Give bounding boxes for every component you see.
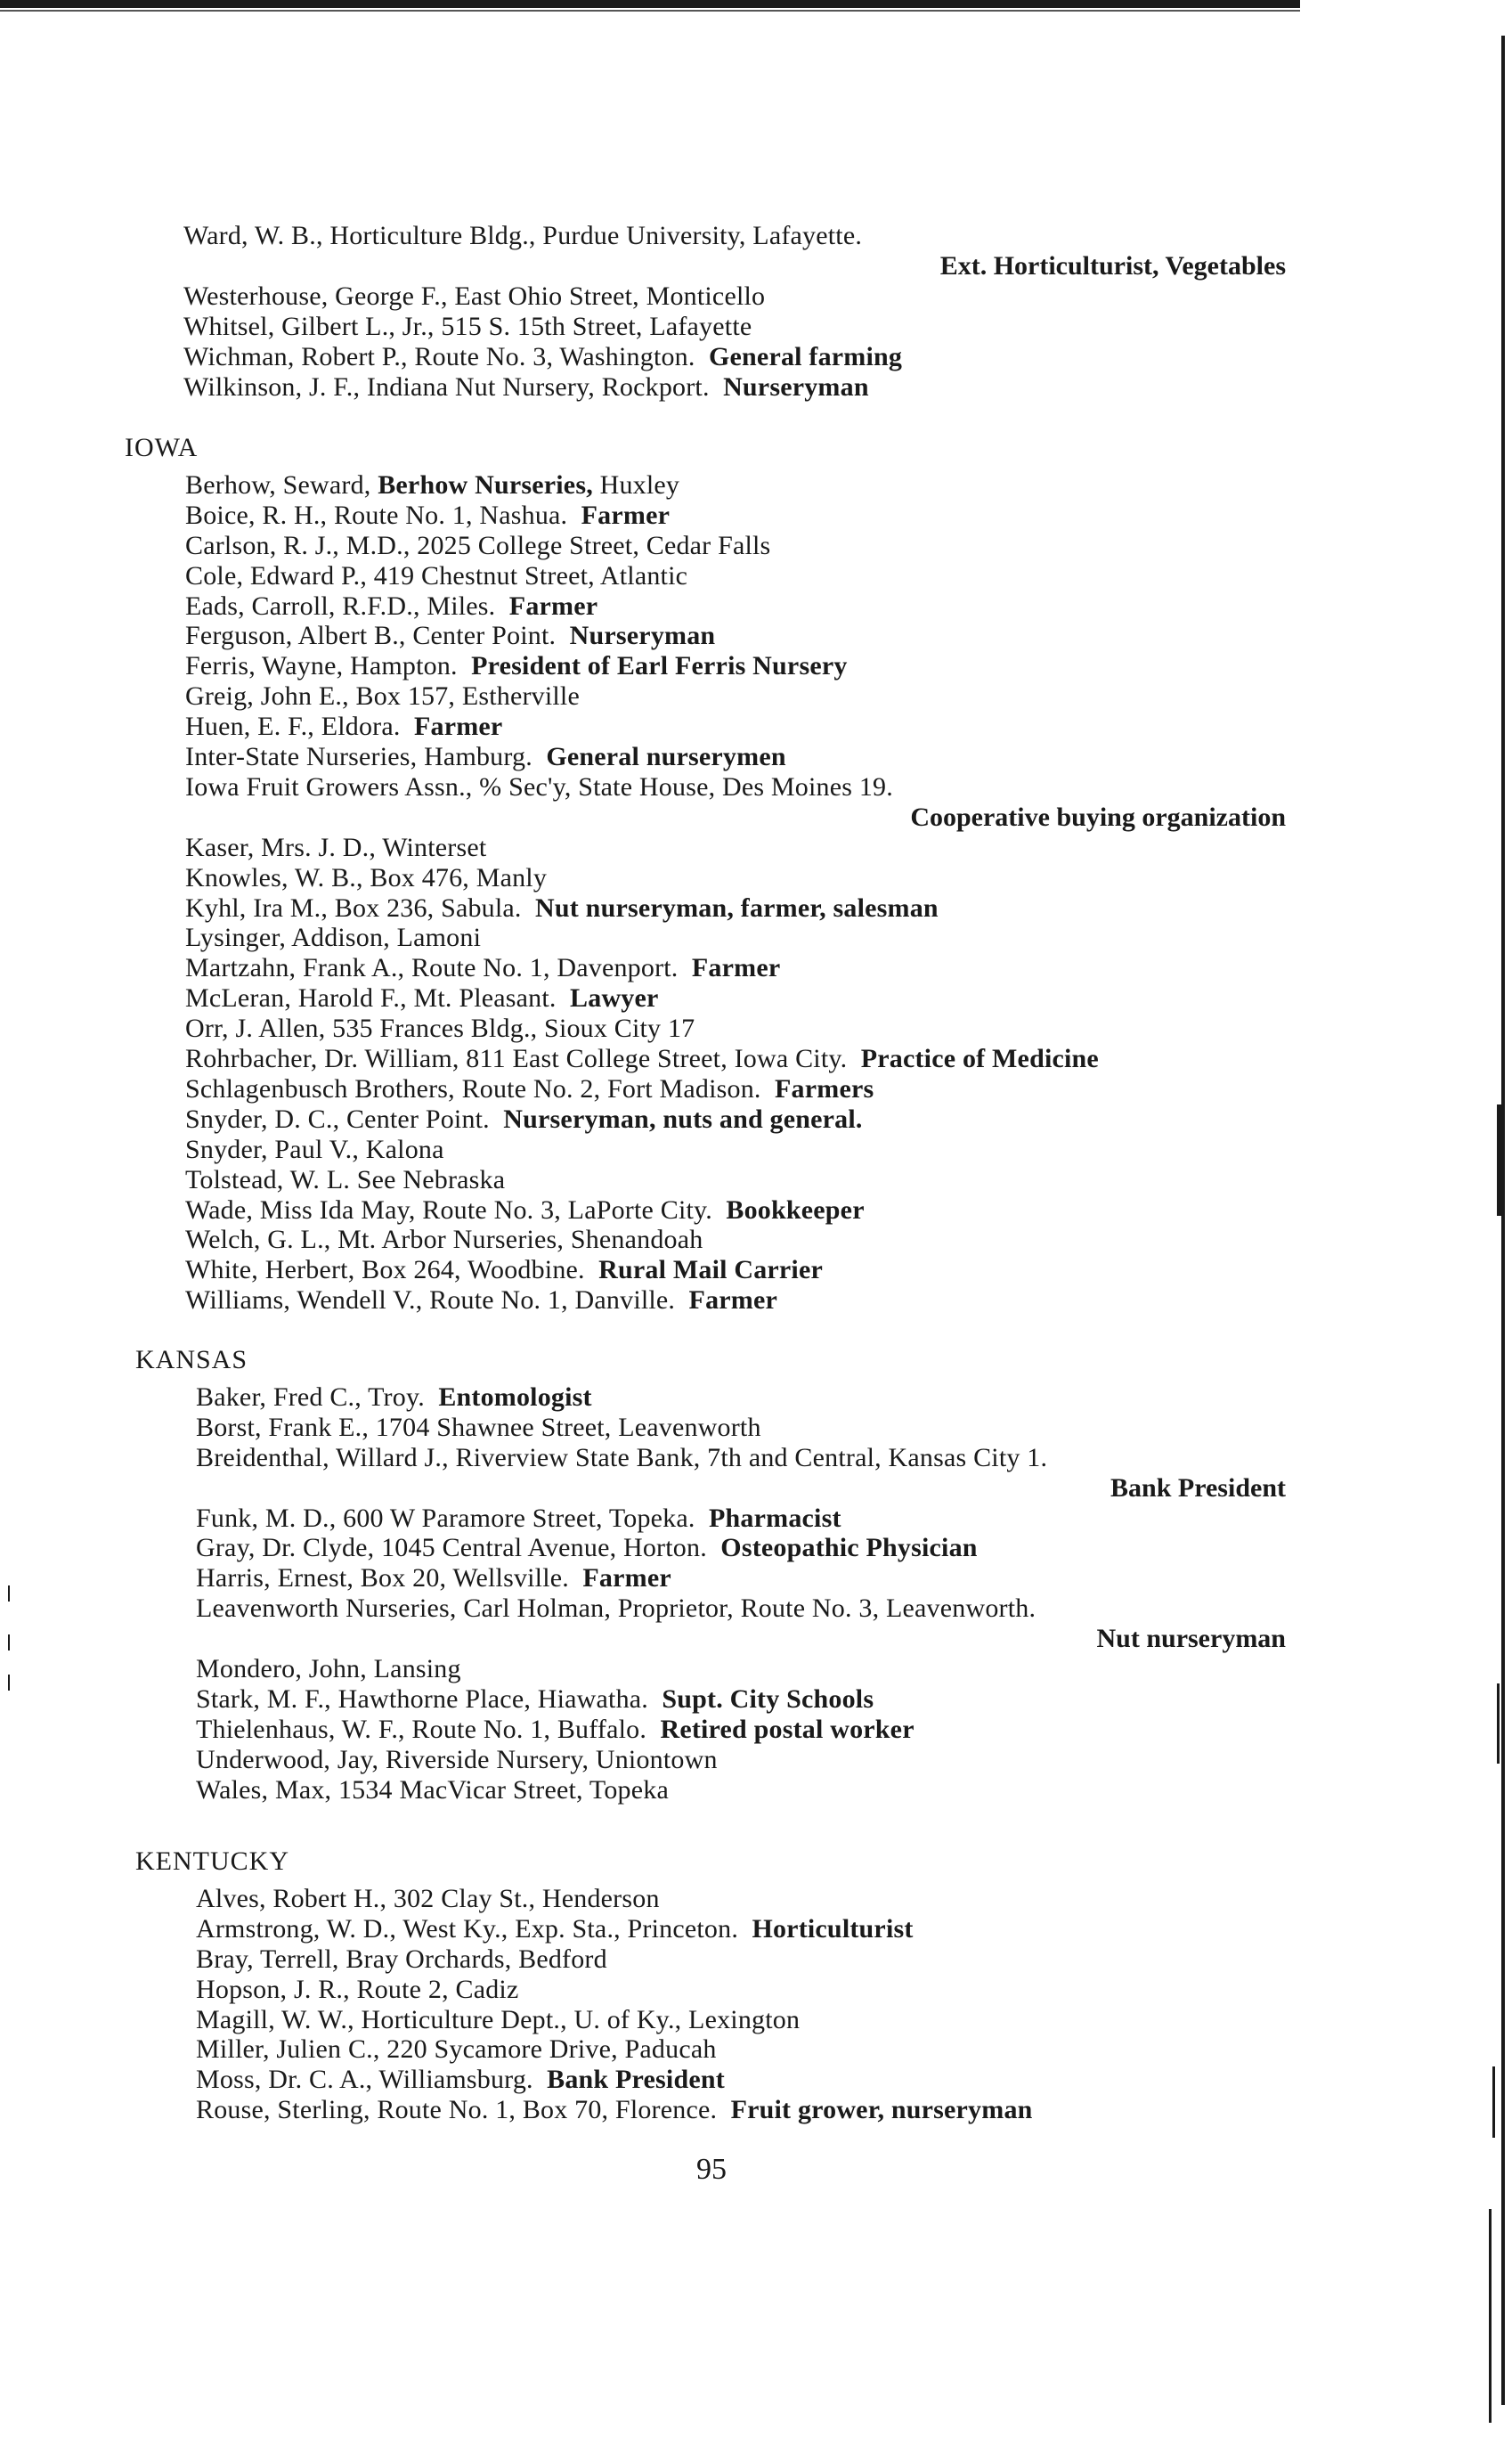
directory-entry xyxy=(185,1285,777,1316)
directory-entry xyxy=(185,501,670,531)
entry-text: Rouse, Sterling, Route No. 1, Box 70, Florence. xyxy=(196,2095,718,2125)
entry-text: Ferguson, Albert B., Center Point. xyxy=(185,621,557,651)
entry-text: Borst, Frank E., 1704 Shawnee Street, Leavenworth xyxy=(196,1412,761,1442)
directory-entry xyxy=(185,893,939,924)
entry-text: Wade, Miss Ida May, Route No. 3, LaPorte City. xyxy=(185,1194,712,1225)
entry-text: Inter-State Nurseries, Hamburg. xyxy=(185,742,532,771)
scan-mark xyxy=(8,1675,10,1691)
entry-text: Harris, Ernest, Box 20, Wellsville. xyxy=(196,1563,569,1593)
entry-text: Hopson, J. R., Route 2, Cadiz xyxy=(196,1974,519,2004)
entry-text: Lysinger, Addison, Lamoni xyxy=(185,923,482,953)
scan-mark xyxy=(1497,1683,1500,1764)
entry-text: Ward, W. B., Horticulture Bldg., Purdue University, Lafayette. xyxy=(183,221,863,250)
entry-text: Mondero, John, Lansing xyxy=(196,1654,461,1683)
spacer xyxy=(710,372,723,402)
directory-entry xyxy=(196,2095,1033,2125)
directory-entry xyxy=(196,2034,717,2065)
entry-occupation: Bank President xyxy=(547,2065,725,2095)
spacer xyxy=(490,1104,503,1134)
entry-occupation: Nut nurseryman xyxy=(1096,1624,1286,1654)
entry-occupation: Bank President xyxy=(1110,1472,1286,1503)
directory-entry xyxy=(183,342,902,372)
entry-text: Gray, Dr. Clyde, 1045 Central Avenue, Horton. xyxy=(196,1533,707,1563)
entry-occupation: Practice of Medicine xyxy=(860,1044,1099,1073)
spacer xyxy=(401,712,414,741)
entry-text: Westerhouse, George F., East Ohio Street, Monticello xyxy=(183,281,766,311)
section-heading: IOWA xyxy=(125,433,199,462)
spacer xyxy=(707,1533,720,1562)
directory-entry xyxy=(196,1775,669,1805)
entry-text: Wilkinson, J. F., Indiana Nut Nursery, Rockport. xyxy=(183,371,710,402)
entry-text: Williams, Wendell V., Route No. 1, Danville. xyxy=(185,1285,676,1316)
entry-occupation: Nurseryman, nuts and general. xyxy=(503,1104,863,1134)
directory-entry xyxy=(183,372,869,403)
directory-entry xyxy=(185,470,679,501)
entry-occupation: Ext. Horticulturist, Vegetables xyxy=(939,250,1286,281)
spacer xyxy=(717,2095,730,2124)
directory-entry xyxy=(185,561,687,591)
directory-entry xyxy=(196,1563,671,1593)
entry-text: Baker, Fred C., Troy. xyxy=(196,1382,425,1412)
entry-occupation: General farming xyxy=(709,341,903,371)
page-number: 95 xyxy=(696,2153,727,2186)
entry-occupation: Fruit grower, nurseryman xyxy=(730,2095,1033,2125)
entry-occupation: General nurserymen xyxy=(546,742,786,771)
entry-text: Snyder, Paul V., Kalona xyxy=(185,1134,444,1164)
directory-entry xyxy=(196,1715,915,1745)
directory-entry xyxy=(196,1654,461,1684)
spacer xyxy=(425,1382,438,1412)
entry-occupation: Farmer xyxy=(581,500,671,530)
directory-entry xyxy=(185,1135,444,1165)
spacer xyxy=(695,342,709,371)
entry-text: Bray, Terrell, Bray Orchards, Bedford xyxy=(196,1944,607,1974)
directory-entry xyxy=(185,863,547,893)
directory-entry xyxy=(185,772,893,803)
entry-text: Moss, Dr. C. A., Williamsburg. xyxy=(196,2065,533,2095)
directory-entry xyxy=(196,1504,841,1534)
directory-entry xyxy=(196,1975,518,2005)
directory-entry xyxy=(183,281,765,312)
section-heading: KENTUCKY xyxy=(135,1846,289,1876)
directory-entry xyxy=(196,1533,978,1563)
directory-entry xyxy=(185,621,715,651)
directory-entry xyxy=(196,1914,914,1944)
spacer xyxy=(532,742,546,771)
right-edge-rule xyxy=(1501,36,1505,2405)
scan-mark xyxy=(8,1585,10,1602)
directory-entry xyxy=(196,1944,607,1975)
entry-text: Eads, Carroll, R.F.D., Miles. xyxy=(185,591,496,621)
entry-occupation: Horticulturist xyxy=(752,1913,914,1944)
entry-text: Wales, Max, 1534 MacVicar Street, Topeka xyxy=(196,1774,669,1805)
spacer xyxy=(695,1504,709,1533)
entry-occupation: Bookkeeper xyxy=(726,1194,865,1225)
spacer xyxy=(567,501,581,530)
entry-occupation: Supt. City Schools xyxy=(662,1683,874,1714)
entry-text: Kyhl, Ira M., Box 236, Sabula. xyxy=(185,892,522,923)
entry-occupation: President of Earl Ferris Nursery xyxy=(471,651,848,681)
directory-entry xyxy=(185,591,597,622)
directory-entry xyxy=(185,1255,823,1285)
entry-text: Berhow, Seward, xyxy=(185,469,378,500)
entry-occupation: Farmer xyxy=(508,591,598,621)
directory-entry xyxy=(185,953,780,983)
directory-entry xyxy=(185,1014,695,1044)
directory-entry xyxy=(185,531,770,561)
entry-occupation: Entomologist xyxy=(438,1382,592,1412)
entry-text: Kaser, Mrs. J. D., Winterset xyxy=(185,832,487,862)
entry-text: Alves, Robert H., 302 Clay St., Henderson xyxy=(196,1883,660,1913)
scan-mark xyxy=(1492,2066,1495,2138)
top-rule xyxy=(0,0,1300,8)
section-heading: KANSAS xyxy=(135,1345,248,1374)
entry-text: Leavenworth Nurseries, Carl Holman, Proprietor, Route No. 3, Leavenworth. xyxy=(196,1593,1036,1624)
entry-text: McLeran, Harold F., Mt. Pleasant. xyxy=(185,983,557,1014)
spacer xyxy=(533,2065,547,2094)
entry-text: Snyder, D. C., Center Point. xyxy=(185,1104,490,1134)
entry-text: Carlson, R. J., M.D., 2025 College Street, Cedar Falls xyxy=(185,530,771,560)
directory-entry xyxy=(185,923,481,953)
spacer xyxy=(585,1255,598,1284)
entry-occupation: Nut nurseryman, farmer, salesman xyxy=(535,892,939,923)
entry-occupation: Osteopathic Physician xyxy=(720,1533,978,1563)
entry-text: Greig, John E., Box 157, Estherville xyxy=(185,681,580,712)
entry-occupation: Retired postal worker xyxy=(660,1714,915,1744)
entry-text: Schlagenbusch Brothers, Route No. 2, Fort Madison. xyxy=(185,1073,761,1104)
spacer xyxy=(557,983,570,1013)
entry-text: White, Herbert, Box 264, Woodbine. xyxy=(185,1255,585,1285)
entry-text: Thielenhaus, W. F., Route No. 1, Buffalo. xyxy=(196,1714,647,1744)
directory-entry xyxy=(196,1884,660,1914)
directory-entry xyxy=(185,712,502,742)
directory-entry xyxy=(196,1413,761,1443)
scan-mark xyxy=(1497,1104,1501,1216)
directory-entry xyxy=(185,833,486,863)
spacer xyxy=(679,953,692,982)
directory-entry xyxy=(185,742,786,772)
directory-entry xyxy=(185,983,659,1014)
entry-occupation: Cooperative buying organization xyxy=(910,802,1286,832)
directory-entry xyxy=(185,651,848,681)
entry-occupation: Pharmacist xyxy=(709,1503,841,1533)
directory-entry xyxy=(196,2005,800,2035)
entry-occupation: Farmer xyxy=(582,1563,671,1593)
entry-text: Ferris, Wayne, Hampton. xyxy=(185,651,458,681)
directory-entry xyxy=(185,1165,505,1195)
directory-entry xyxy=(185,1225,703,1255)
spacer xyxy=(556,621,569,650)
top-rule-thin xyxy=(0,10,1300,12)
entry-occupation: Nurseryman xyxy=(723,371,869,402)
entry-text: Welch, G. L., Mt. Arbor Nurseries, Shenandoah xyxy=(185,1225,703,1255)
entry-text: Armstrong, W. D., West Ky., Exp. Sta., Princeton. xyxy=(196,1913,739,1944)
spacer xyxy=(761,1074,775,1104)
directory-entry xyxy=(183,312,752,342)
entry-text: Martzahn, Frank A., Route No. 1, Davenport. xyxy=(185,953,679,983)
spacer xyxy=(738,1914,752,1944)
entry-text: Tolstead, W. L. See Nebraska xyxy=(185,1164,506,1194)
directory-entry xyxy=(196,1443,1047,1473)
directory-entry xyxy=(196,1382,592,1413)
directory-entry xyxy=(185,1044,1099,1074)
directory-entry xyxy=(196,2065,725,2095)
entry-text: Orr, J. Allen, 535 Frances Bldg., Sioux City 17 xyxy=(185,1014,695,1044)
spacer xyxy=(495,591,508,621)
directory-entry xyxy=(196,1593,1036,1624)
spacer xyxy=(648,1684,662,1714)
entry-text: Iowa Fruit Growers Assn., % Sec'y, State House, Des Moines 19. xyxy=(185,771,893,802)
entry-occupation: Nurseryman xyxy=(569,621,716,651)
scan-mark xyxy=(1489,2209,1492,2423)
directory-entry xyxy=(185,1104,863,1135)
spacer xyxy=(847,1044,860,1073)
directory-entry xyxy=(185,1074,874,1104)
entry-text: Huen, E. F., Eldora. xyxy=(185,712,401,742)
entry-text: Stark, M. F., Hawthorne Place, Hiawatha. xyxy=(196,1683,648,1714)
entry-business-name: Berhow Nurseries, xyxy=(378,469,593,500)
spacer xyxy=(712,1195,726,1225)
entry-text: Underwood, Jay, Riverside Nursery, Uniontown xyxy=(196,1744,718,1774)
spacer xyxy=(569,1563,582,1593)
entry-occupation: Farmers xyxy=(775,1073,874,1104)
entry-text: Breidenthal, Willard J., Riverview State Bank, 7th and Central, Kansas City 1. xyxy=(196,1442,1048,1472)
entry-text: Wichman, Robert P., Route No. 3, Washington. xyxy=(183,341,695,371)
directory-entry xyxy=(196,1745,718,1775)
entry-occupation: Farmer xyxy=(413,712,503,742)
scan-mark xyxy=(8,1634,10,1650)
entry-text: Knowles, W. B., Box 476, Manly xyxy=(185,862,548,892)
entry-occupation: Lawyer xyxy=(570,983,659,1014)
directory-entry xyxy=(183,221,862,251)
entry-text: Cole, Edward P., 419 Chestnut Street, Atlantic xyxy=(185,560,688,591)
spacer xyxy=(458,651,471,681)
spacer xyxy=(522,893,535,923)
spacer xyxy=(675,1285,688,1315)
directory-entry xyxy=(196,1684,874,1715)
entry-text: Boice, R. H., Route No. 1, Nashua. xyxy=(185,500,568,530)
directory-entry xyxy=(185,681,580,712)
entry-occupation: Rural Mail Carrier xyxy=(598,1255,824,1285)
entry-text: Miller, Julien C., 220 Sycamore Drive, Paducah xyxy=(196,2034,717,2065)
entry-occupation: Farmer xyxy=(691,953,781,983)
entry-text: Rohrbacher, Dr. William, 811 East College Street, Iowa City. xyxy=(185,1044,848,1073)
entry-text: Whitsel, Gilbert L., Jr., 515 S. 15th Street, Lafayette xyxy=(183,311,752,341)
entry-text-tail: Huxley xyxy=(592,469,680,500)
spacer xyxy=(646,1715,660,1744)
entry-occupation: Farmer xyxy=(688,1285,778,1316)
entry-text: Magill, W. W., Horticulture Dept., U. of Ky., Lexington xyxy=(196,2004,801,2034)
entry-text: Funk, M. D., 600 W Paramore Street, Topeka. xyxy=(196,1503,695,1533)
directory-entry xyxy=(185,1195,865,1226)
